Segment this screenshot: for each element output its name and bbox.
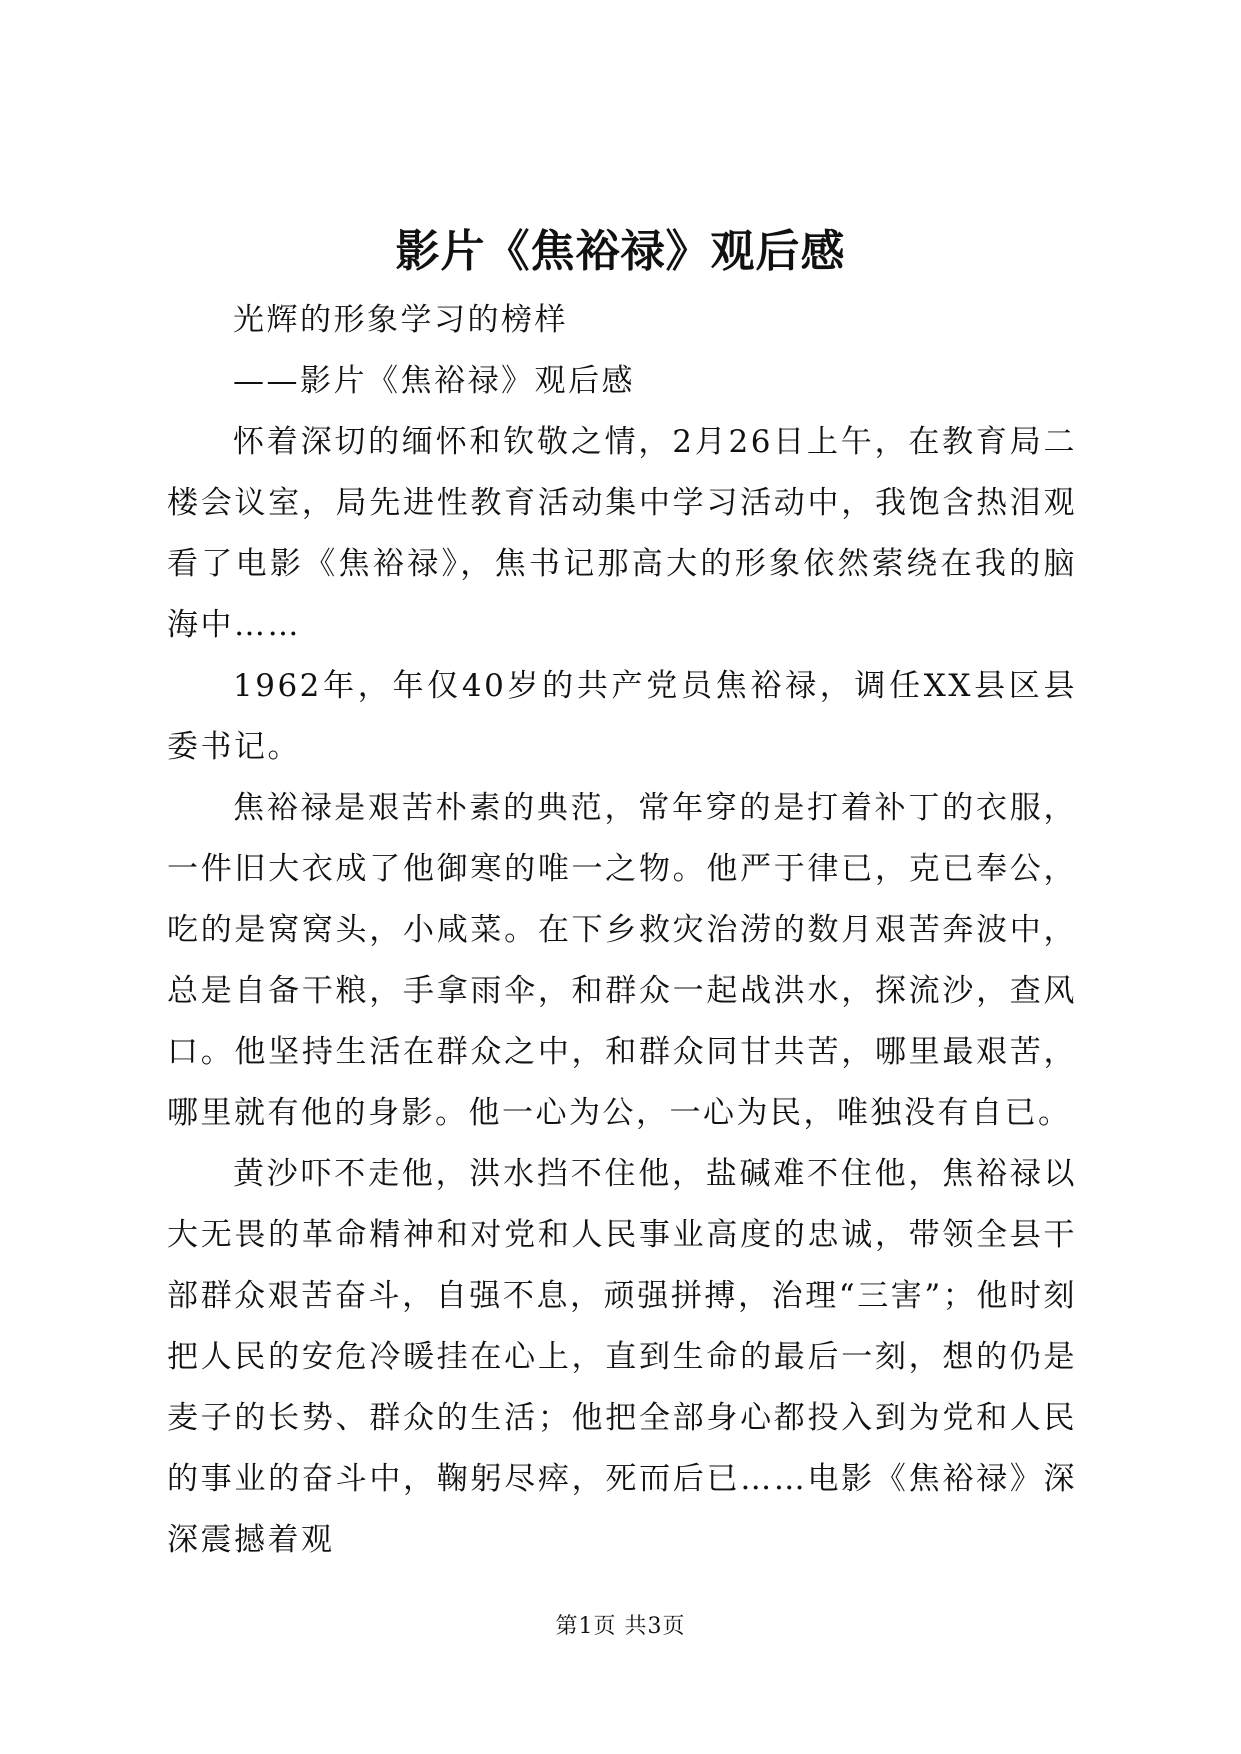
paragraph-intro: 怀着深切的缅怀和钦敬之情，2月26日上午，在教育局二楼会议室，局先进性教育活动集中学习活动中，我饱含热泪观看了电影《焦裕禄》，焦书记那高大的形象依然萦绕在我的脑海中…… <box>167 424 1077 643</box>
document-body <box>167 290 1077 1571</box>
page-footer: 第1页 共3页 <box>555 1614 686 1639</box>
document-title: 影片《焦裕禄》观后感 <box>395 226 846 277</box>
paragraph-subheading: ——影片《焦裕禄》观后感 <box>233 363 635 399</box>
paragraph-1962: 1962年，年仅40岁的共产党员焦裕禄，调任XX县区县委书记。 <box>167 668 1077 765</box>
paragraph-spirit: 黄沙吓不走他，洪水挡不住他，盐碱难不住他，焦裕禄以大无畏的革命精神和对党和人民事业高度的忠诚，带领全县干部群众艰苦奋斗，自强不息，顽强拼搏，治理“三害”；他时刻把人民的安危冷暖挂在心上，直到生命的最后一刻，想的仍是麦子的长势、群众的生活；他把全部身心都投入到为党和人民的事业的奋斗中，鞠躬尽瘁，死而后已……电影《焦裕禄》深深震撼着观 <box>167 1156 1077 1558</box>
paragraph-subtitle: 光辉的形象学习的榜样 <box>233 302 568 338</box>
paragraph-frugal: 焦裕禄是艰苦朴素的典范，常年穿的是打着补丁的衣服，一件旧大衣成了他御寒的唯一之物。他严于律已，克已奉公，吃的是窝窝头，小咸菜。在下乡救灾治涝的数月艰苦奔波中，总是自备干粮，手拿雨伞，和群众一起战洪水，探流沙，查风口。他坚持生活在群众之中，和群众同甘共苦，哪里最艰苦，哪里就有他的身影。他一心为公，一心为民，唯独没有自已。 <box>167 790 1077 1131</box>
